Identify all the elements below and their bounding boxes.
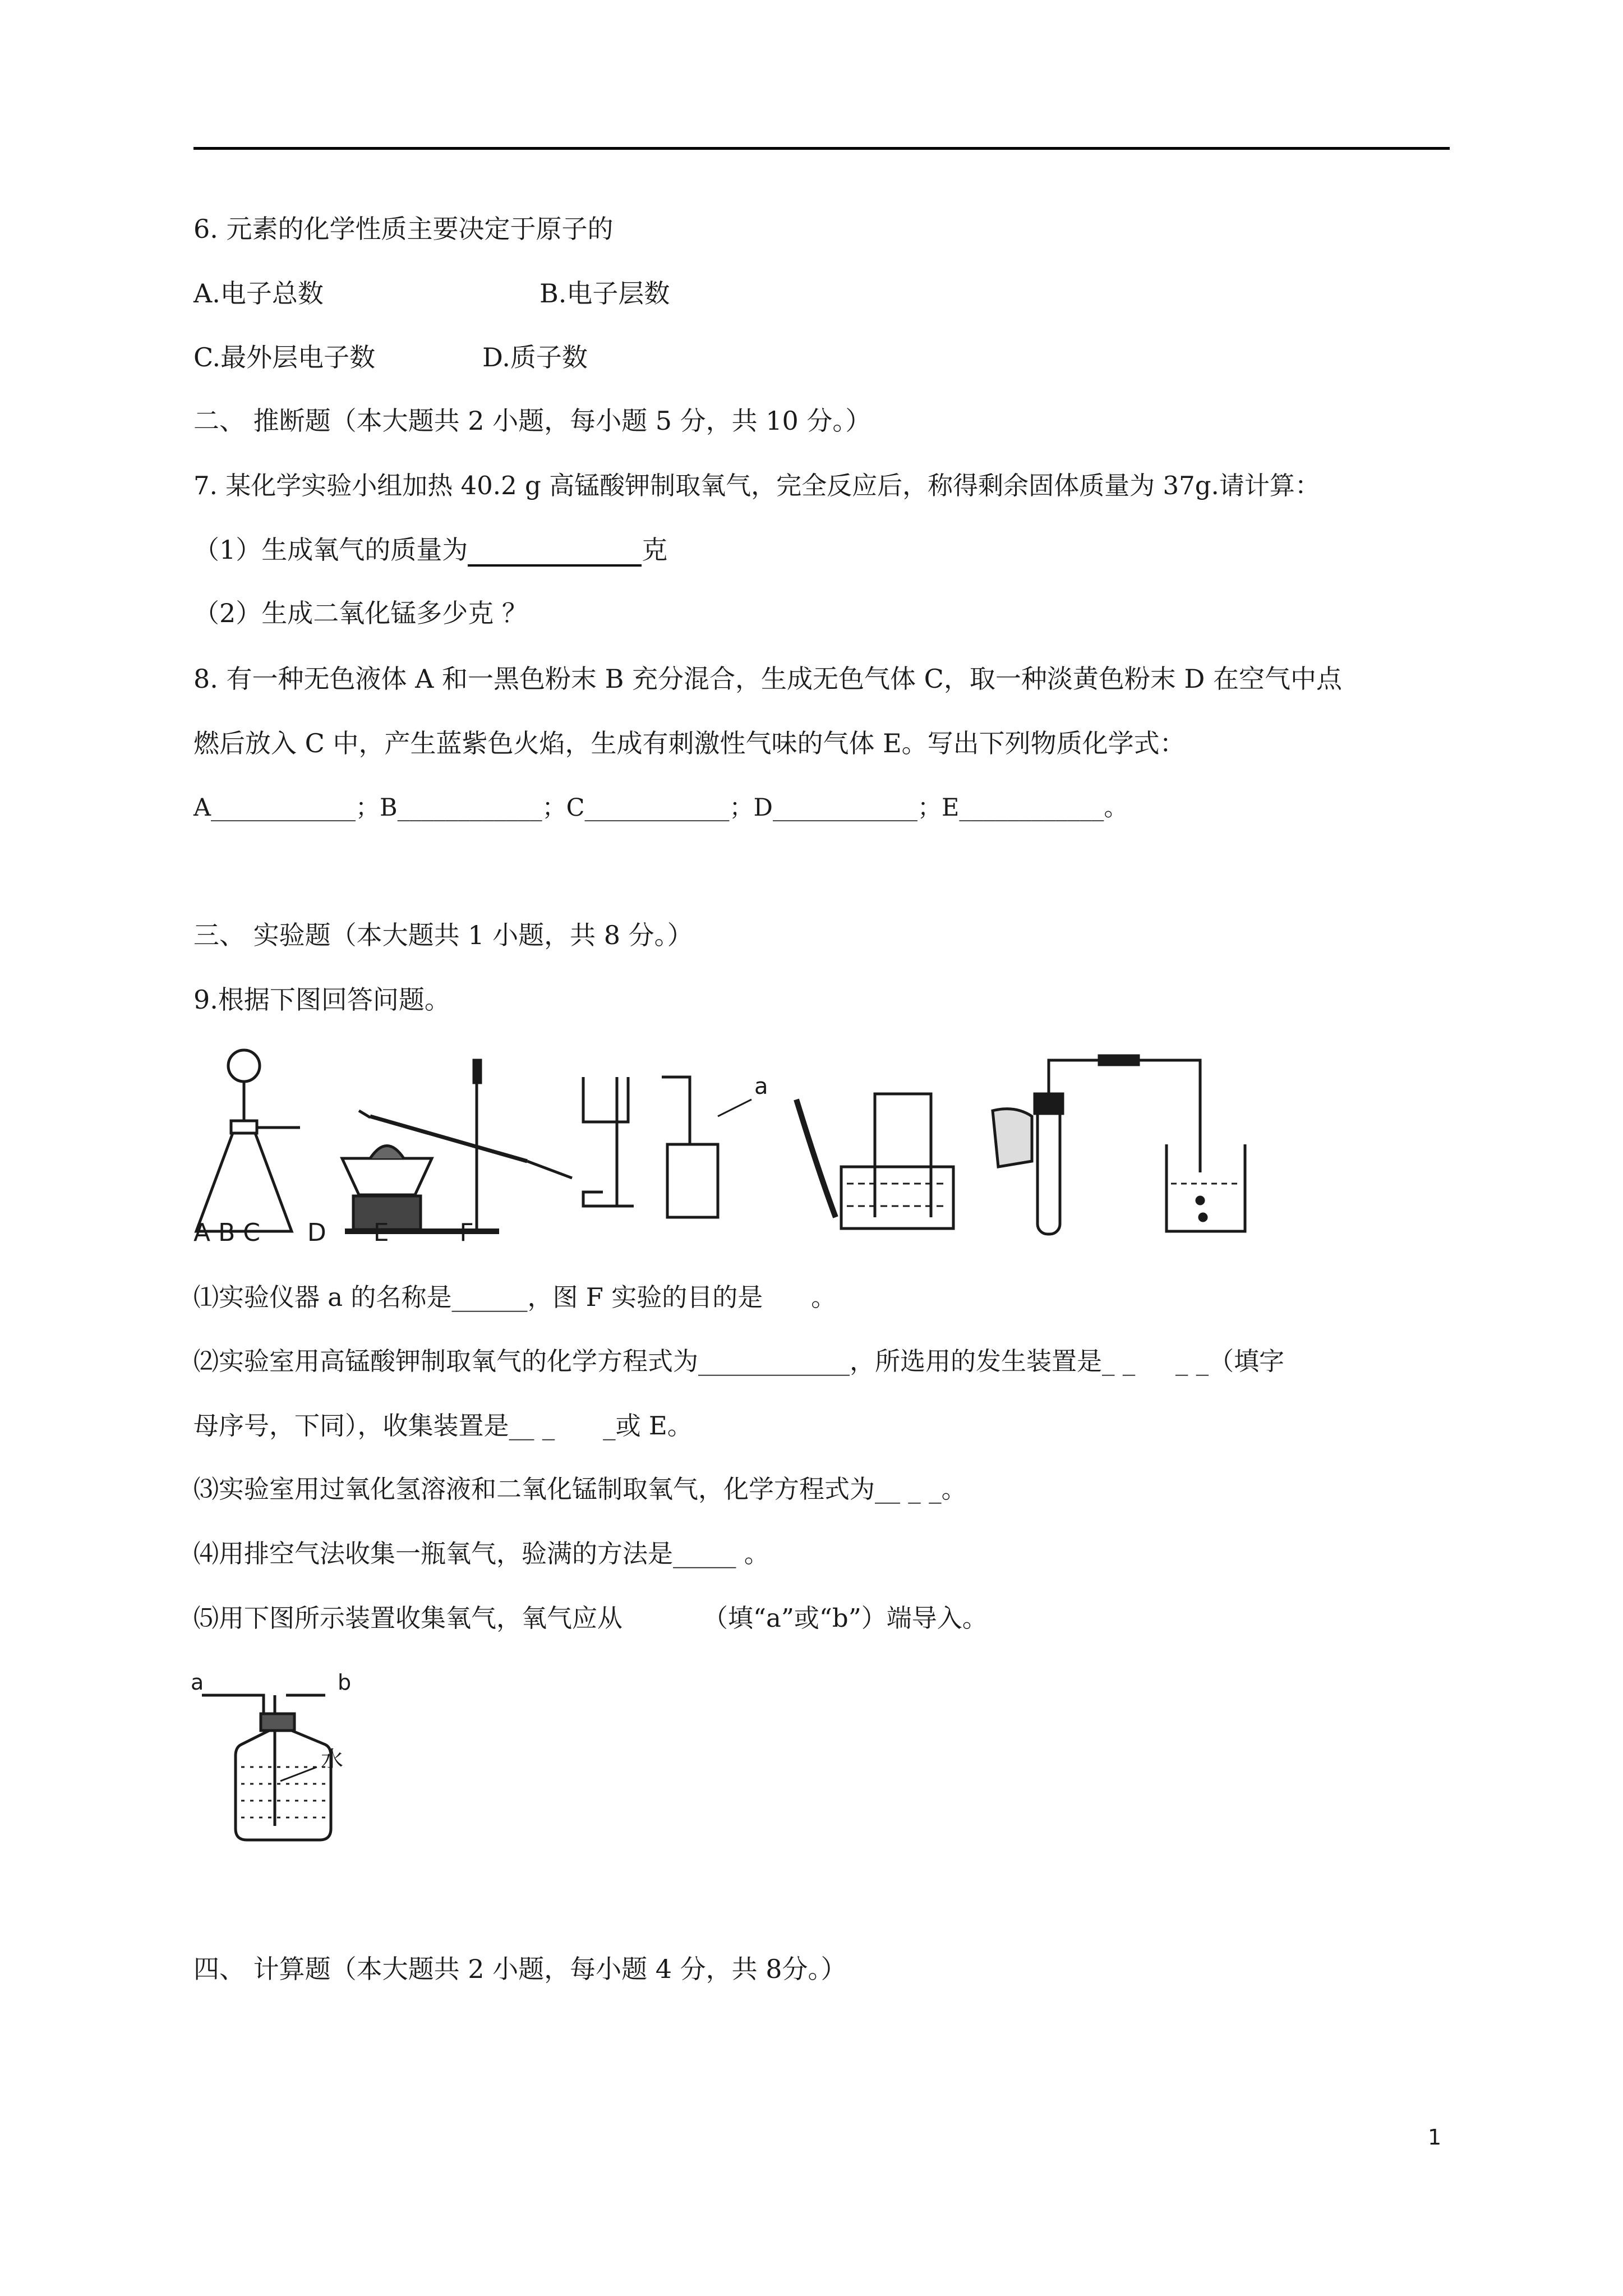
- gas-bottle-figure: [191, 1672, 381, 1851]
- section-3-title: 三、 实验题（本大题共 1 小题，共 8 分。）: [193, 920, 693, 950]
- q6-option-c: C.最外层电子数: [193, 342, 376, 372]
- q9-part-4: ⑷用排空气法收集一瓶氧气，验满的方法是_____ 。: [193, 1539, 769, 1568]
- water-trough-icon: [796, 1094, 953, 1228]
- heating-apparatus-icon: [342, 1060, 572, 1231]
- q6-option-b: B.电子层数: [540, 278, 670, 309]
- page-number: 1: [1428, 2125, 1442, 2150]
- section-4-title: 四、 计算题（本大题共 2 小题，每小题 4 分，共 8分。）: [193, 1954, 847, 1984]
- q9-part-1: ⑴实验仪器 a 的名称是______，图 F 实验的目的是 。: [193, 1282, 837, 1312]
- q9-part-2-line-1: ⑵实验室用高锰酸钾制取氧气的化学方程式为____________，所选用的发生装置是_ _ _ _（填字: [193, 1346, 1285, 1376]
- bottle-label-water: 水: [321, 1747, 343, 1773]
- q9-stem: 9.根据下图回答问题。: [193, 984, 450, 1015]
- bottle-label-b: b: [338, 1670, 352, 1695]
- q9-part-5: ⑸用下图所示装置收集氧气，氧气应从 （填“a”或“b”）端导入。: [193, 1603, 988, 1633]
- q9-part-2-line-2: 母序号，下同），收集装置是__ _ _或 E。: [193, 1411, 693, 1441]
- q7-part-1-unit: 克: [642, 535, 668, 565]
- q7-part-2: （2）生成二氧化锰多少克 ？: [193, 598, 528, 628]
- q7-part-1-text: （1）生成氧气的质量为: [193, 535, 468, 565]
- apparatus-figure: [191, 1032, 1267, 1245]
- q6-stem: 6. 元素的化学性质主要决定于原子的: [193, 214, 614, 244]
- flask-with-funnel-icon: [196, 1050, 300, 1231]
- collection-vessel-d-icon: [662, 1077, 751, 1217]
- q7-part-1: [193, 533, 667, 567]
- header-rule: [193, 147, 1450, 150]
- q9-part-3: ⑶实验室用过氧化氢溶液和二氧化锰制取氧气，化学方程式为__ _ _。: [193, 1474, 967, 1504]
- q8-answer-line: A____________；B____________；C____________；D____________；E____________。: [193, 794, 1128, 822]
- section-2-title: 二、 推断题（本大题共 2 小题，每小题 5 分，共 10 分。）: [193, 406, 872, 436]
- q8-line-2: 燃后放入 C 中，产生蓝紫色火焰，生成有刺激性气味的气体 E。写出下列物质化学式：: [193, 728, 1186, 758]
- q8-line-1: 8. 有一种无色液体 A 和一黑色粉末 B 充分混合，生成无色气体 C，取一种淡黄色粉末 D 在空气中点: [193, 664, 1342, 694]
- q7-answer-blank[interactable]: [468, 533, 642, 567]
- collection-vessel-c-icon: [583, 1077, 634, 1206]
- airtightness-check-icon: [993, 1056, 1245, 1234]
- q6-option-d: D.质子数: [482, 342, 588, 372]
- q6-option-a: A.电子总数: [193, 278, 324, 309]
- q7-stem: 7. 某化学实验小组加热 40.2 g 高锰酸钾制取氧气，完全反应后，称得剩余固体质量为 37g.请计算：: [193, 471, 1320, 500]
- label-a: a: [754, 1074, 768, 1099]
- figure-letters: A B C D E F: [193, 1218, 474, 1247]
- bottle-label-a: a: [191, 1670, 204, 1695]
